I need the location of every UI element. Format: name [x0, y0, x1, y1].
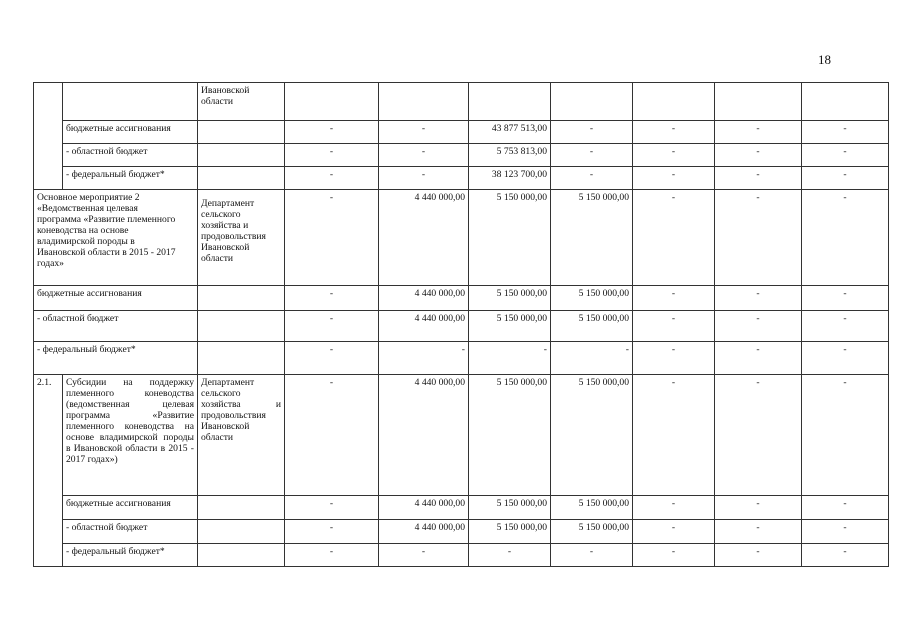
- cell-label: бюджетные ассигнования: [63, 496, 198, 520]
- cell-label: - федеральный бюджет*: [63, 167, 198, 190]
- cell-item-name: Субсидии на поддержку племенного коневодства (ведомственная целевая программа «Развитие племенного коневодства на основе владимирской породы в Ивановской области в 2015 - 2017 годах»): [63, 375, 198, 496]
- table-row: бюджетные ассигнования - 4 440 000,00 5 150 000,00 5 150 000,00 - - -: [34, 286, 889, 311]
- cell-label: - областной бюджет: [63, 520, 198, 544]
- cell-executor: Ивановской области: [198, 83, 285, 121]
- table-row: бюджетные ассигнования - 4 440 000,00 5 150 000,00 5 150 000,00 - - -: [34, 496, 889, 520]
- cell-executor: Департамент сельского хозяйства и продовольствия Ивановской области: [198, 190, 285, 286]
- cell-label: - федеральный бюджет*: [34, 342, 198, 375]
- budget-table: [33, 82, 889, 567]
- cell-label: бюджетные ассигнования: [34, 286, 198, 311]
- table-row: - федеральный бюджет* - - - - - - -: [34, 342, 889, 375]
- cell-name: [63, 83, 198, 121]
- cell-label: - федеральный бюджет*: [63, 544, 198, 567]
- cell-main-event-name: Основное мероприятие 2 «Ведомственная целевая программа «Развитие племенного коневодства на основе владимирской породы в Ивановской области в 2015 - 2017 годах»: [34, 190, 198, 286]
- table-row: 2.1. Субсидии на поддержку племенного коневодства (ведомственная целевая программа «Развитие племенного коневодства на основе владимирской породы в Ивановской области в 2015 - 2017 годах») Департамент сельского хозяйства и продовольствия Ивановской области - 4 440 000,00 5 150 000,00 5 150 000,00 - - -: [34, 375, 889, 496]
- table-row: бюджетные ассигнования - - 43 877 513,00 - - - -: [34, 121, 889, 144]
- table-row: - областной бюджет - 4 440 000,00 5 150 000,00 5 150 000,00 - - -: [34, 311, 889, 342]
- cell-label: - областной бюджет: [63, 144, 198, 167]
- cell-label: - областной бюджет: [34, 311, 198, 342]
- table-row: - федеральный бюджет* - - - - - - -: [34, 544, 889, 567]
- table-row: [34, 83, 889, 121]
- cell-label: бюджетные ассигнования: [63, 121, 198, 144]
- table-row: - федеральный бюджет* - - 38 123 700,00 - - - -: [34, 167, 889, 190]
- table-row: - областной бюджет - 4 440 000,00 5 150 000,00 5 150 000,00 - - -: [34, 520, 889, 544]
- cell-number: 2.1.: [34, 375, 63, 567]
- cell-number: [34, 83, 63, 190]
- cell-executor: Департамент сельского хозяйства и продовольствия Ивановской области: [198, 375, 285, 496]
- table-row: Основное мероприятие 2 «Ведомственная целевая программа «Развитие племенного коневодства на основе владимирской породы в Ивановской области в 2015 - 2017 годах» Департамент сельского хозяйства и продовольствия Ивановской области - 4 440 000,00 5 150 000,00 5 150 000,00 - - -: [34, 190, 889, 286]
- page-number: 18: [818, 52, 831, 67]
- table-row: - областной бюджет - - 5 753 813,00 - - - -: [34, 144, 889, 167]
